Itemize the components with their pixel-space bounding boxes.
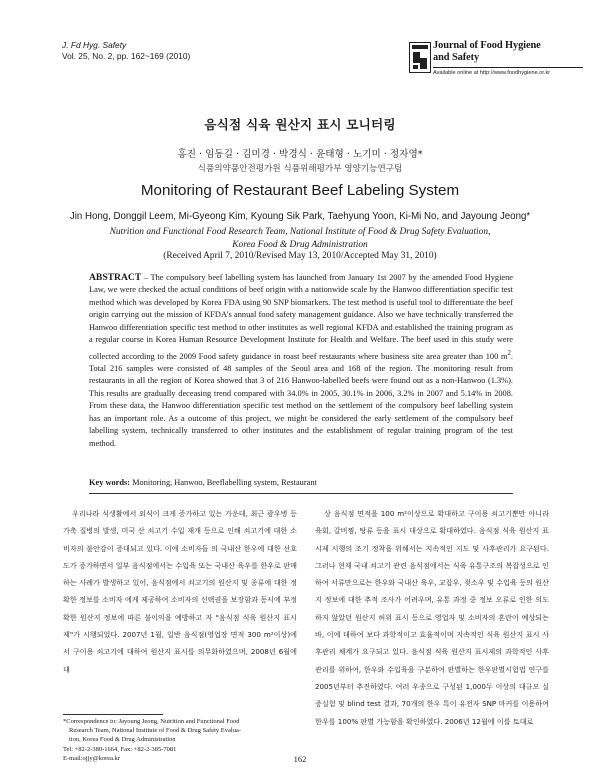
footnote-line1: *Correspondence to: Jayoung Jeong, Nutrition and Functional Food	[63, 718, 240, 725]
abstract-text-part2: . Total 216 samples were consisted of 48 samples of the Seoul area and 168 of the region. The monitoring result from restaurants in all the region of Korea showed that 3 of 216 Hanwoo-labelled beefs were found out as a non-Hanwoo (1.3%). This results are gradually deceasing trend compared with 34.0% in 2005, 30.1% in 2006, 3.2% in 2007 and 5.14% in 2008. From these data, the Hanwoo differentiation specific test method on the settlement of the compulsory beef labelling system has an important role. As a outcome of this project, we might be considered the early settlement of the compulsory beef labelling system, technically transferred to other institutes and the establishment of regular training program of the test method.	[89, 351, 513, 448]
footnote-line3: tion, Korea Food & Drug Administration	[69, 736, 176, 744]
footnote-line4: Tel: +82-2-380-1664, Fax: +82-2-385-7081	[63, 745, 177, 753]
journal-title-line1: Journal of Food Hygiene	[433, 40, 541, 51]
journal-abbrev: J. Fd Hyg. Safety	[62, 40, 127, 50]
abstract	[89, 272, 513, 450]
body-left-column	[63, 505, 297, 713]
keywords-text: Monitoring, Hanwoo, Beeflabelling system, Restaurant	[130, 478, 317, 487]
title-korean: 음식점 식육 원산지 표시 모니터링	[204, 117, 396, 132]
abstract-text-part1: – The compulsory beef labelling system has launched from January 1st 2007 by the amended Food Hygiene Law, we were checked the actual conditions of beef origin with a nationwide scale by the Hanwoo differentiation specific test method which was developed by Korea FDA using 90 SNP biomarkers. The test method is useful tool to differentiate the beef origin carrying out the mission of KFDA's annual food safety management guidance. Also we have technically transferred the Hanwoo differentiation specific test method to other institutes as well regional KFDA and established the training program as a regular course in Korea Human Resource Development Institute for Health and Welfare. The beef used in this study were collected according to the 2009 Food safety guidance in roast beef restaurants where business site area greater than 100 m	[89, 273, 513, 361]
journal-title	[433, 40, 541, 64]
affiliation-english-line1: Nutrition and Functional Food Research Team, National Institute of Food & Drug Safety Evaluation,	[109, 227, 491, 237]
journal-url: Available online at http://www.foodhygiene.or.kr	[433, 70, 551, 76]
journal-header-rule	[433, 67, 583, 68]
body-left-paragraph: 우리나라 식생활에서 외식이 크게 증가하고 있는 가운데, 최근 광우병 등 가축 질병의 발생, 미국 산 쇠고기 수입 재개 등으로 인해 쇠고기에 대한 소비자의 불안감이 증대되고 있다. 이에 소비자들 의 국내산 한우에 대한 선호도가 증가하면서 일부 음식점에서는 수입육 또는 국내산 육우를 한우로 판매하는 사례가 발생하고 있어, 음식점에서 쇠고기의 원산지 및 종류에 대한 정확한 정보를 소비자 에게 제공하여 소비자의 선택권을 보장함과 동시에 부정확한 원산지 정보에 따른 불이익을 예방하고 자 "음식점 식육 원산지 표시제"가 시행되었다. 2007년 1월, 일반 음식점(영업장 면적 300 m²이상)에서 구이용 쇠고기에 대하여 원산지 표시를 의무화하였으며, 2008년 6월에 대	[63, 509, 297, 674]
footnote-email: E-mail:ojjy@korea.kr	[63, 754, 121, 762]
journal-logo-icon	[409, 42, 431, 73]
footnote-rule	[63, 714, 163, 715]
volume-info: Vol. 25, No. 2, pp. 162~169 (2010)	[62, 51, 191, 61]
title-english: Monitoring of Restaurant Beef Labeling System	[140, 182, 460, 199]
authors-english: Jin Hong, Donggil Leem, Mi-Gyeong Kim, Kyoung Sik Park, Taehyung Yoon, Ki-Mi No, and Jayoung Jeong*	[69, 211, 531, 222]
abstract-heading: ABSTRACT	[89, 272, 142, 283]
authors-korean: 홍진 · 임동길 · 김미경 · 박경식 · 윤태형 · 노기미 · 정자영*	[177, 149, 423, 160]
page-number: 162	[293, 754, 307, 764]
body-right-paragraph: 상 음식점 면적을 100 m²이상으로 확대하고 구이용 쇠고기뿐만 아니라 육회, 갈비찜, 탕류 등을 표시 대상으로 확대하였다. 음식점 식육 원산지 표시제 시행의 조기 정착을 위해서는 지속적인 지도 및 사후관리가 요구된다. 그러나 현재 국내 쇠고기 관련 음식점에서는 식육 유통구조의 복잡성으로 인하여 서류만으로는 한우와 국내산 육우, 교잡우, 젖소우 및 수입육 등의 원산지 정보에 대한 추적 조사가 어려우며, 유통 과정 중 정보 오류로 인한 의도하지 않았던 원산지 허위 표시 등으로 영업자 및 소비자의 혼란이 예상되는 바, 이에 대하여 보다 과학적이고 효율적이며 지속적인 식육 원산지 표시 사후관리 체계가 요구되고 있다. 음식점 식육 원산지 표시제의 과학적인 사후 관리를 위하여, 한우와 수입육을 구분하여 판별하는 한우판별시험법 연구를 2005년부터 추진하였다. 여러 우종으로 구성된 1,000두 이상의 대규모 실증실험 및 blind test 결과, 70개의 한우 특이 유전자 SNP 마커를 이용하여 한우를 100% 판별 가능함을 확인하였다. 2006년 12월에 이를 토대로	[315, 509, 549, 726]
footnote-line2: Research Team, National Institute of Food & Drug Safety Evalua-	[69, 727, 241, 735]
abstract-divider	[89, 493, 513, 494]
received-dates: (Received April 7, 2010/Revised May 13, 2010/Accepted May 31, 2010)	[163, 251, 437, 261]
abstract-superscript: 2	[507, 348, 511, 357]
journal-title-line2: and Safety	[433, 52, 480, 63]
journal-citation	[62, 40, 190, 62]
affiliation-english	[0, 226, 600, 252]
keywords-label: Key words:	[89, 478, 131, 487]
affiliation-korean: 식품의약품안전평가원 식품위해평가부 영양기능연구팀	[197, 164, 403, 174]
keywords	[89, 478, 513, 487]
affiliation-english-line2: Korea Food & Drug Administration	[232, 240, 368, 250]
body-right-column	[315, 505, 549, 755]
